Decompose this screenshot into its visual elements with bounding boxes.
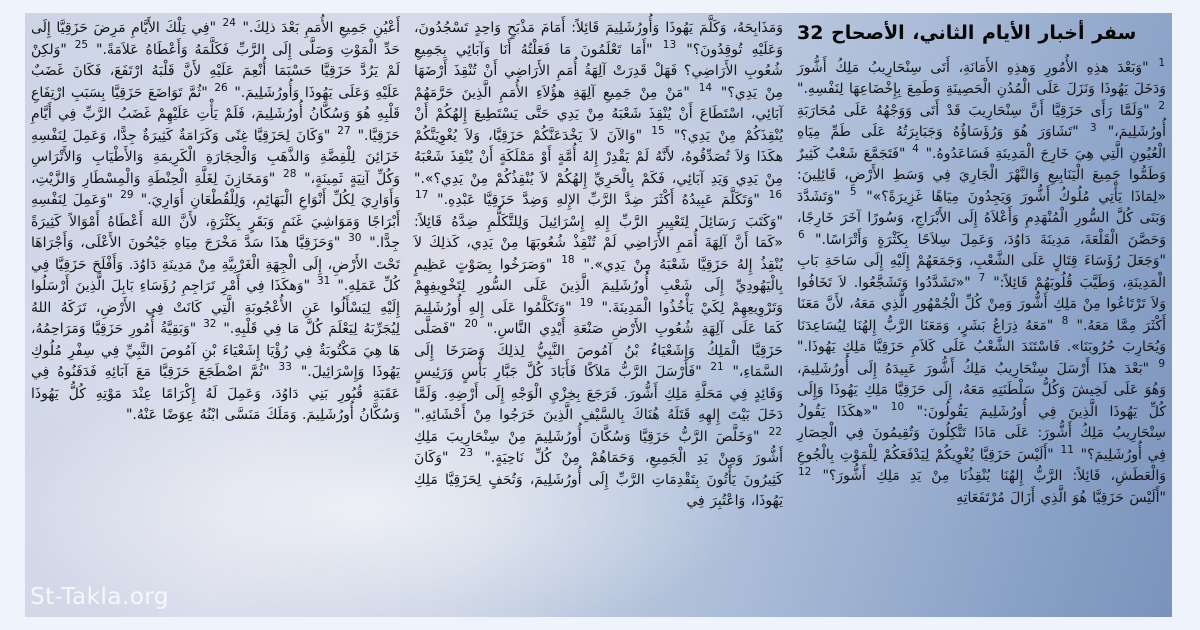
- verse-number: 4: [912, 143, 919, 156]
- verse-number: 11: [1060, 444, 1074, 457]
- verse-text: "وَكَانَ لِحَزَقِيَّا غِنًى وَكَرَامَةٌ كَثِيرَةٌ جِدًّا، وَعَمِلَ لِنَفْسِهِ خَزَائِنَ لِلْفِضَّةِ وَالذَّهَبِ وَالْحِجَارَةِ الْكَرِيمَةِ وَالأَطْيَابِ وَالأَتْرَاسِ وَكُلِّ آنِيَةٍ ثَمِينَةٍ،": [31, 127, 400, 187]
- verse-number: 29: [120, 189, 134, 202]
- verse-number: 20: [464, 318, 478, 331]
- verse-text: "وَالآنَ لاَ يَخْدَعَنَّكُمْ حَزَقِيَّا، وَلاَ يُغْوِيَنَّكُمْ هكَذَا وَلاَ تُصَدِّقُوهُ، لأَنَّهُ لَمْ يَقْدِرْ إِلهُ أُمَّةٍ أَوْ مَمْلَكَةٍ أَنْ يُنْقِذَ شَعْبَهُ مِنْ يَدِي وَيَدِ آبَائِي، فَكَمْ بِالْحَرِيِّ إِلهُكُمْ لاَ يُنْقِذُكُمْ مِنْ يَدِي؟».": [414, 127, 783, 187]
- verse-number: 23: [459, 447, 474, 460]
- verse-text: "وَعَمِلَ لِنَفْسِهِ أَبْرَاجًا وَمَوَاشِيَ غَنَمٍ وَبَقَرٍ بِكَثْرَةٍ، لأَنَّ اللهَ أَعْطَاهُ أَمْوَالاً كَثِيرَةً جِدًّا.": [31, 192, 400, 251]
- verse-number: 31: [317, 275, 331, 288]
- verse-text: "وَبَقِيَّةُ أُمُورِ حَزَقِيَّا وَمَرَاحِمُهُ، هَا هِيَ مَكْتُوبَةٌ فِي رُؤْيَا إِشَعْيَاءَ بْنِ آمُوصَ النَّبِيِّ فِي سِفْرِ مُلُوكِ يَهُوذَا وَإِسْرَائِيلَ.": [31, 321, 401, 380]
- verse-text: "مَنْ مِنْ جَمِيعِ آلِهَةِ هؤُلاَءِ الأُمَمِ الَّذِينَ حَرَّمَهُمْ آبَائِي، اسْتَطَاعَ أَنْ يُنْقِذَ شَعْبَهُ مِنْ يَدِي حَتَّى يَسْتَطِيعَ إِلهُكُمْ أَنْ يُنْقِذَكُمْ مِنْ يَدِي؟": [414, 84, 784, 144]
- verse-text: "وَحَزَقِيَّا هذَا سَدَّ مَخْرَجَ مِيَاهِ جَيْحُونَ الأَعْلَى، وَأَجْرَاهَا تَحْتَ الأَرْضِ، إِلَى الْجِهَةِ الْغَرْبِيَّةِ مِنْ مَدِينَةِ دَاوُدَ. وَأَفْلَحَ حَزَقِيَّا فِي كُلِّ عَمَلِهِ.": [31, 235, 401, 294]
- verse-number: 27: [337, 124, 351, 137]
- verse-number: 24: [222, 17, 236, 30]
- verse-text: "وَصَرَخُوا بِصَوْتٍ عَظِيمٍ بِالْيَهُودِيِّ إِلَى شَعْبِ أُورُشَلِيمَ الَّذِينَ عَلَى السُّورِ لِتَخْوِيفِهِمْ وَتَرْوِيعِهِمْ لِكَيْ يَأْخُذُوا الْمَدِينَةَ.": [414, 256, 784, 316]
- verse-number: 15: [651, 124, 665, 137]
- verse-number: 18: [561, 253, 575, 266]
- verse-text: "أَمَا تَعْلَمُونَ مَا فَعَلْتُهُ أَنَا وَآبَائِي بِجَمِيعِ شُعُوبِ الأَرَاضِي؟ فَهَلْ قَدِرَتْ آلِهَةُ أُمَمِ الأَرَاضِي أَنْ تُنْقِذَ أَرْضَهَا مِنْ يَدِي؟": [414, 41, 784, 101]
- verse-number: 28: [283, 167, 297, 180]
- verse-text: أَعْيُنِ جَمِيعِ الأُمَمِ بَعْدَ ذلِكَ.": [242, 20, 400, 36]
- verse-number: 22: [768, 425, 782, 438]
- verse-number: 12: [798, 465, 812, 478]
- scripture-columns: [25, 13, 1172, 617]
- verse-text: "وَتَكَلَّمُوا عَلَى إِلهِ أُورُشَلِيمَ كَمَا عَلَى آلِهَةِ شُعُوبِ الأَرْضِ صَنْعَةِ أَيْدِي النَّاسِ.": [414, 299, 783, 337]
- verse-text: "بَعْدَ هذَا أَرْسَلَ سِنْحَارِيبُ مَلِكُ أَشُّورَ عَبِيدَهُ إِلَى أُورُشَلِيمَ، وَهُوَ عَلَى لَخِيشَ وَكُلُّ سَلْطَنَتِهِ مَعَهُ، إِلَى حَزَقِيَّا مَلِكِ يَهُوذَا وَإِلَى كُلِّ يَهُوذَا الَّذِينَ فِي أُورُشَلِيمَ يَقُولُونَ:": [797, 360, 1167, 420]
- verse-number: 21: [710, 361, 724, 374]
- verse-number: 14: [698, 81, 713, 94]
- verse-number: 6: [798, 229, 805, 242]
- verse-number: 30: [348, 232, 362, 245]
- verse-number: 33: [278, 361, 292, 374]
- verse-text: "فَتَجَمَّعَ شَعْبٌ كَثِيرٌ وَطَمُّوا جَمِيعَ الْيَنَابِيعِ وَالنَّهْرَ الْجَارِيَ فِي وَسَطِ الأَرْضِ، قَائِلِينَ: «لِمَاذَا يَأْتِي مُلُوكُ أَشُّورَ وَيَجِدُونَ مِيَاهًا غَزِيرَةً؟»": [797, 145, 1167, 205]
- verse-text: "أَلَيْسَ حَزَقِيَّا هُوَ الَّذِي أَزَالَ مُرْتَفَعَاتِهِ: [956, 489, 1166, 506]
- scripture-column-middle: [414, 18, 783, 612]
- column-verses-middle: [414, 20, 783, 509]
- verse-number: 3: [1089, 121, 1097, 134]
- verse-number: 9: [1158, 358, 1166, 371]
- verse-number: 5: [849, 186, 857, 199]
- verse-text: "فِي تِلْكَ الأَيَّامِ مَرِضَ حَزَقِيَّا إِلَى حَدِّ الْمَوْتِ وَصَلَّى إِلَى الرَّبِّ فَكَلَّمَهُ وَأَعْطَاهُ عَلاَمَةً.": [31, 20, 401, 58]
- column-verses-right: [797, 57, 1167, 506]
- verse-text: "وَخَلَّصَ الرَّبُّ حَزَقِيَّا وَسُكَّانَ أُورُشَلِيمَ مِنْ سِنْحَارِيبَ مَلِكِ أَشُّورَ وَمِنْ يَدِ الْجَمِيعِ، وَحَمَاهُمْ مِنْ كُلِّ نَاحِيَةٍ.": [414, 428, 784, 466]
- verse-number: 2: [1158, 100, 1165, 113]
- verse-number: 16: [768, 189, 783, 202]
- verse-text: "وَكَتَبَ رَسَائِلَ لِتَعْيِيرِ الرَّبِّ إِلهِ إِسْرَائِيلَ وَلِلتَّكَلُّمِ ضِدَّهُ قَائِلاً: «كَمَا أَنَّ آلِهَةَ أُمَمِ الأَرَاضِي لَمْ تُنْقِذْ شُعُوبَهَا مِنْ يَدِي، كَذلِكَ لاَ يُنْقِذُ إِلهُ حَزَقِيَّا شَعْبَهُ مِنْ يَدِي».": [414, 213, 783, 273]
- verse-number: 25: [74, 38, 89, 51]
- verse-text: "وَمَخَازِنَ لِغَلَّةِ الْحِنْطَةِ وَالْمِسْطَارِ وَالزَّيْتِ، وَأَوَارِيَ لِكُلِّ أَنْوَاعِ الْبَهَائِمِ، وَلِلْقُطْعَانِ أَوَارِيَ.": [31, 170, 401, 208]
- verse-text: "وَتَكَلَّمَ عَبِيدُهُ أَكْثَرَ ضِدَّ الرَّبِّ الإِلهِ وَضِدَّ حَزَقِيَّا عَبْدِهِ.": [437, 192, 760, 208]
- verse-text: "ثُمَّ تَوَاضَعَ حَزَقِيَّا بِسَبَبِ ارْتِفَاعِ قَلْبِهِ هُوَ وَسُكَّانُ أُورُشَلِيمَ، فَلَمْ يَأْتِ عَلَيْهِمْ غَضَبُ الرَّبِّ فِي أَيَّامِ حَزَقِيَّا.": [31, 84, 401, 144]
- verse-text: "ثُمَّ اضْطَجَعَ حَزَقِيَّا مَعَ آبَائِهِ فَدَفَنُوهُ فِي عَقَبَةِ قُبُورِ بَنِي دَاوُدَ، وَعَمِلَ لَهُ إِكْرَامًا عِنْدَ مَوْتِهِ كُلُّ يَهُوذَا وَسُكَّانُ أُورُشَلِيمَ. وَمَلَكَ مَنَسَّى ابْنُهُ عِوَضًا عَنْهُ.": [31, 364, 400, 423]
- verse-text: "فَأَرْسَلَ الرَّبُّ مَلاَكًا فَأَبَادَ كُلَّ جَبَّارِ بَأْسٍ وَرَئِيسٍ وَقَائِدٍ فِي مَحَلَّةِ مَلِكِ أَشُّورَ. فَرَجَعَ بِخِزْيِ الْوَجْهِ إِلَى أَرْضِهِ. وَلَمَّا دَخَلَ بَيْتَ إِلهِهِ قَتَلَهُ هُنَاكَ بِالسَّيْفِ الَّذِينَ خَرَجُوا مِنْ أَحْشَائِهِ.": [414, 364, 783, 423]
- verse-number: 32: [203, 318, 217, 331]
- verse-text: "فَصَلَّى حَزَقِيَّا الْمَلِكُ وَإِشَعْيَاءُ بْنُ آمُوصَ النَّبِيُّ لِذلِكَ وَصَرَخَا إِلَى السَّمَاءِ،": [414, 321, 783, 380]
- verse-text: "وَبَعْدَ هذِهِ الأُمُورِ وَهذِهِ الأَمَانَةِ، أَتَى سِنْحَارِيبُ مَلِكُ أَشُّورَ وَدَخَلَ يَهُوذَا وَنَزَلَ عَلَى الْمُدُنِ الْحَصِينَةِ وَطَمِعَ بِإِخْضَاعِهَا لِنَفْسِهِ.": [797, 59, 1166, 98]
- verse-text: "وَتَشَدَّدَ وَبَنَى كُلَّ السُّورِ الْمُنْهَدِمِ وَأَعْلاَهُ إِلَى الأَبْرَاجِ، وَسُورًا آخَرَ خَارِجًا، وَحَصَّنَ الْقَلْعَةَ، مَدِينَةَ دَاوُدَ، وَعَمِلَ سِلاَحًا بِكَثْرَةٍ وَأَتْرَاسًا.": [797, 188, 1166, 248]
- verse-number: 10: [890, 401, 905, 414]
- verse-text: "«تَشَدَّدُوا وَتَشَجَّعُوا. لاَ تَخَافُوا وَلاَ تَرْتَاعُوا مِنْ مَلِكِ أَشُّورَ وَمِنْ كُلِّ الْجُمْهُورِ الَّذِي مَعَهُ، لأَنَّ مَعَنَا أَكْثَرَ مِمَّا مَعَهُ.": [797, 274, 1166, 334]
- verse-text: وَمَذَابِحَهُ، وَكَلَّمَ يَهُوذَا وَأُورُشَلِيمَ قَائِلاً: أَمَامَ مَذْبَحٍ وَاحِدٍ تَسْجُدُونَ، وَعَلَيْهِ تُوقِدُونَ؟": [414, 20, 784, 58]
- verse-text: "مَعَهُ ذِرَاعُ بَشَرٍ، وَمَعَنَا الرَّبُّ إِلهُنَا لِيُسَاعِدَنَا وَيُحَارِبَ حُرُوبَنَا». فَاسْتَنَدَ الشَّعْبُ عَلَى كَلاَمِ حَزَقِيَّا مَلِكِ يَهُوذَا.": [797, 317, 1166, 356]
- verse-text: "«هكَذَا يَقُولُ سِنْحَارِيبُ مَلِكُ أَشُّورَ: عَلَى مَاذَا تَتَّكِلُونَ وَتُقِيمُونَ فِي الْحِصَارِ فِي أُورُشَلِيمَ؟": [797, 403, 1166, 463]
- watermark: St-Takla.org: [30, 584, 169, 610]
- verse-number: 26: [214, 81, 228, 94]
- verse-text: "تَشَاوَرَ هُوَ وَرُؤَسَاؤُهُ وَجَبَابِرَتُهُ عَلَى طَمِّ مِيَاهِ الْعُيُونِ الَّتِي هِيَ خَارِجَ الْمَدِينَةِ فَسَاعَدُوهُ.": [797, 124, 1166, 162]
- verse-text: "وَكَانَ كَثِيرُونَ يَأْتُونَ بِتَقْدِمَاتِ الرَّبِّ إِلَى أُورُشَلِيمَ، وَتُحَفٍ لِحَزَقِيَّا مَلِكِ يَهُوذَا، وَاعْتُبِرَ فِي: [414, 450, 783, 509]
- verse-number: 7: [978, 272, 986, 285]
- verse-number: 17: [415, 189, 429, 202]
- verse-number: 19: [579, 296, 594, 309]
- verse-text: "وَلكِنْ لَمْ يَرُدَّ حَزَقِيَّا حَسْبَمَا أُنْعِمَ عَلَيْهِ لأَنَّ قَلْبَهُ ارْتَفَعَ، فَكَانَ غَضَبٌ عَلَيْهِ وَعَلَى يَهُوذَا وَأُورُشَلِيمَ.": [31, 41, 400, 101]
- chapter-title: سفر أخبار الأيام الثاني، الأصحاح 32: [797, 22, 1137, 44]
- scripture-column-right: [797, 18, 1166, 612]
- verse-number: 1: [1158, 57, 1165, 70]
- scripture-column-left: [31, 18, 400, 612]
- verse-text: "أَلَيْسَ حَزَقِيَّا يُغْوِيكُمْ لِيَدْفَعَكُمْ لِلْمَوْتِ بِالْجُوعِ وَالْعَطَشِ، قَائِلاً: الرَّبُّ إِلهُنَا يُنْقِذُنَا مِنْ يَدِ مَلِكِ أَشُّورَ؟": [797, 446, 1166, 485]
- verse-text: "وَجَعَلَ رُؤَسَاءَ قِتَالٍ عَلَى الشَّعْبِ، وَجَمَعَهُمْ إِلَيْهِ إِلَى سَاحَةِ بَابِ الْمَدِينَةِ، وَطَيَّبَ قُلُوبَهُمْ قَائِلاً:": [797, 253, 1167, 291]
- column-verses-left: [31, 17, 401, 423]
- verse-number: 8: [1061, 315, 1069, 328]
- verse-text: "وَلَمَّا رَأَى حَزَقِيَّا أَنَّ سِنْحَارِيبَ قَدْ أَتَى وَوَجْهُهُ عَلَى مُحَارَبَةِ أُورُشَلِيمَ،": [797, 102, 1167, 141]
- sky-photo-background: [25, 13, 1172, 617]
- verse-number: 13: [662, 38, 677, 51]
- verse-text: "وَهكَذَا فِي أَمْرِ تَرَاجِمِ رُؤَسَاءِ بَابِلَ الَّذِينَ أَرْسَلُوا إِلَيْهِ لِيَسْأَلُوا عَنِ الأُعْجُوبَةِ الَّتِي كَانَتْ فِي الأَرْضِ، تَرَكَهُ اللهُ لِيُجَرِّبَهُ لِيَعْلَمَ كُلَّ مَا فِي قَلْبِهِ.": [31, 278, 401, 337]
